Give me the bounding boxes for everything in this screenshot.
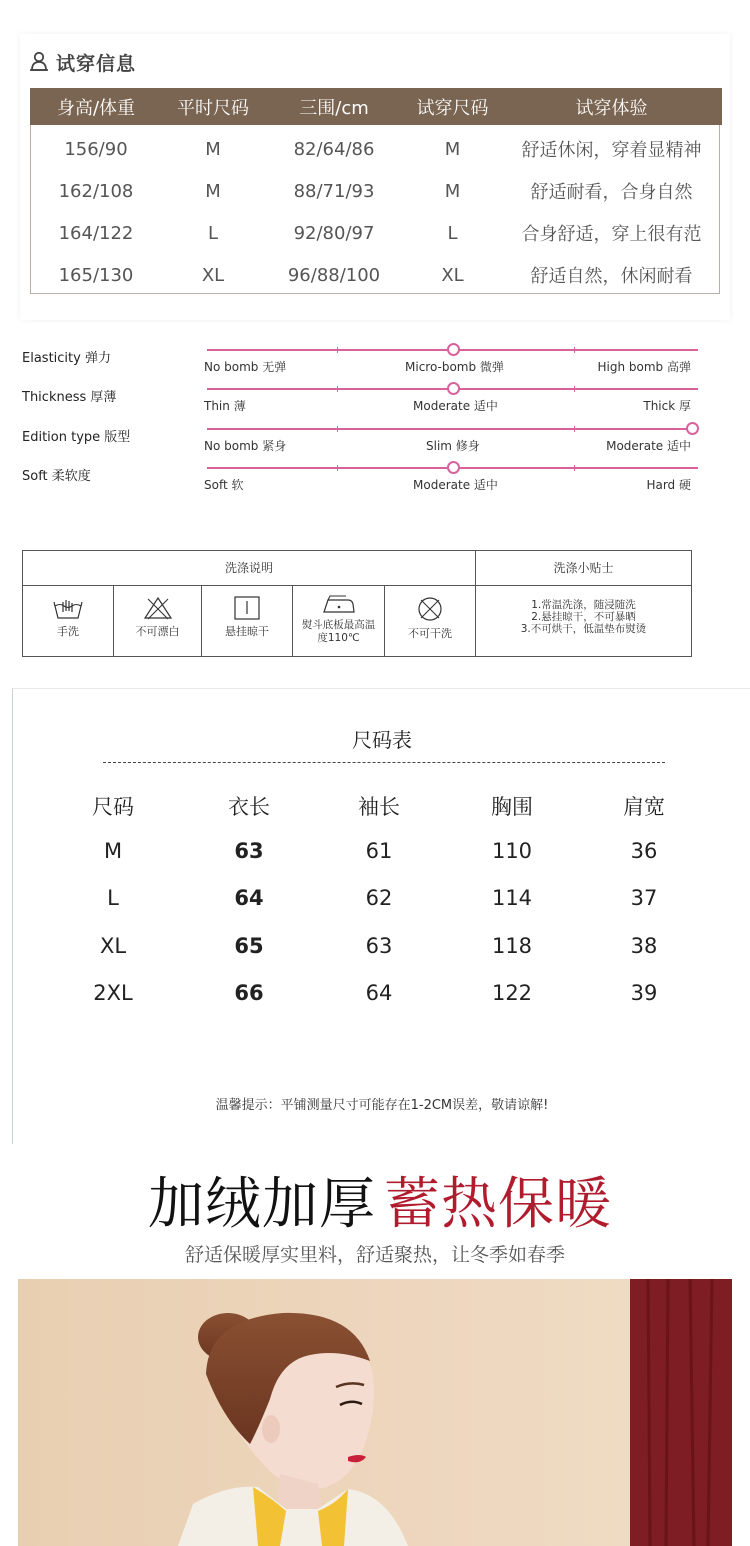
tryon-cell: 88/71/93 bbox=[293, 180, 375, 202]
scale-marker bbox=[447, 461, 460, 474]
tryon-cell: 82/64/86 bbox=[293, 138, 375, 160]
size-cell: 64 bbox=[234, 886, 264, 910]
no-bleach-icon bbox=[143, 596, 173, 620]
table-row bbox=[30, 212, 722, 254]
size-chart-divider bbox=[103, 762, 665, 763]
attr-option: Thin 薄 bbox=[204, 399, 246, 413]
tryon-header-measurements: 三围/cm bbox=[264, 88, 404, 125]
size-cell: XL bbox=[99, 934, 127, 958]
size-cell: 61 bbox=[365, 839, 393, 863]
model-photo-illustration bbox=[18, 1279, 732, 1546]
wash-item-hang-dry bbox=[202, 586, 293, 657]
tryon-table bbox=[30, 88, 722, 296]
size-cell: 65 bbox=[234, 934, 264, 958]
attr-option: Hard 硬 bbox=[646, 478, 691, 492]
size-cell: 110 bbox=[491, 839, 533, 863]
promo-headline-a: 加绒加厚 bbox=[148, 1172, 376, 1237]
tryon-cell: 164/122 bbox=[58, 222, 134, 244]
attr-scale-elasticity bbox=[207, 349, 698, 351]
tryon-cell: 92/80/97 bbox=[293, 222, 375, 244]
tryon-header-tried-size: 试穿尺码 bbox=[404, 88, 501, 125]
promo-subtitle: 舒适保暖厚实里料，舒适聚热，让冬季如春季 bbox=[184, 1244, 565, 1266]
tryon-cell: 96/88/100 bbox=[287, 264, 381, 286]
scale-tick bbox=[337, 386, 338, 392]
wash-tip: 1.常温洗涤，随浸随洗 bbox=[531, 599, 636, 611]
table-row bbox=[30, 254, 722, 296]
tryon-cell: M bbox=[205, 180, 221, 202]
attr-option: Micro-bomb 微弹 bbox=[405, 360, 504, 374]
scale-marker bbox=[686, 422, 699, 435]
scale-tick bbox=[574, 386, 575, 392]
table-row bbox=[30, 170, 722, 212]
size-cell: 66 bbox=[234, 981, 264, 1005]
size-cell: 2XL bbox=[93, 981, 133, 1005]
size-cell: 63 bbox=[234, 839, 264, 863]
tryon-cell: L bbox=[447, 222, 458, 244]
wash-item-label: 手洗 bbox=[57, 625, 79, 638]
wash-header: 洗涤说明 bbox=[23, 551, 476, 586]
attr-label-softness: Soft 柔软度 bbox=[22, 469, 91, 484]
tryon-cell: M bbox=[444, 180, 461, 202]
wash-tip: 3.不可烘干，低温垫布熨烫 bbox=[520, 623, 647, 635]
size-cell: 64 bbox=[365, 981, 393, 1005]
attr-option: No bomb 紧身 bbox=[204, 439, 287, 453]
scale-tick bbox=[337, 347, 338, 353]
size-cell: 63 bbox=[365, 934, 393, 958]
size-chart-title: 尺码表 bbox=[352, 728, 412, 752]
tryon-section bbox=[20, 34, 730, 320]
attr-label-edition-type: Edition type 版型 bbox=[22, 430, 131, 445]
size-cell: 114 bbox=[491, 886, 533, 910]
tryon-header-usual-size: 平时尺码 bbox=[162, 88, 264, 125]
size-cell: 37 bbox=[630, 886, 658, 910]
scale-tick bbox=[337, 465, 338, 471]
size-header: 衣长 bbox=[228, 795, 270, 819]
model-photo bbox=[18, 1279, 732, 1546]
tryon-cell: 162/108 bbox=[58, 180, 134, 202]
size-header: 胸围 bbox=[491, 795, 533, 819]
tryon-cell: 舒适休闲，穿着显精神 bbox=[521, 140, 702, 161]
scale-marker bbox=[447, 343, 460, 356]
tryon-cell: 156/90 bbox=[64, 138, 128, 160]
wash-tips-header: 洗涤小贴士 bbox=[476, 551, 691, 586]
size-chart bbox=[12, 688, 750, 1144]
table-row bbox=[30, 125, 722, 170]
tryon-cell: M bbox=[205, 138, 221, 160]
attr-scale-edition-type bbox=[207, 428, 698, 430]
tryon-header-experience: 试穿体验 bbox=[501, 88, 722, 125]
tryon-cell: 合身舒适，穿上很有范 bbox=[521, 224, 702, 245]
attr-label-elasticity: Elasticity 弹力 bbox=[22, 351, 111, 366]
wash-item-label: 悬挂晾干 bbox=[225, 625, 269, 638]
scale-marker bbox=[447, 382, 460, 395]
tryon-cell: XL bbox=[441, 264, 464, 286]
attr-option: Moderate 适中 bbox=[413, 478, 498, 492]
attr-scale-thickness bbox=[207, 388, 698, 390]
attr-option: Soft 软 bbox=[204, 478, 244, 492]
attr-option: High bomb 高弹 bbox=[597, 360, 691, 374]
iron-icon bbox=[322, 594, 356, 616]
wash-item-no-dry-clean bbox=[385, 586, 476, 657]
hand-wash-icon bbox=[52, 596, 84, 620]
scale-tick bbox=[574, 347, 575, 353]
scale-tick bbox=[337, 426, 338, 432]
size-cell: 38 bbox=[630, 934, 658, 958]
size-cell: M bbox=[103, 839, 123, 863]
size-header: 肩宽 bbox=[623, 795, 665, 819]
tryon-header-height-weight: 身高/体重 bbox=[30, 88, 162, 125]
attr-option: Slim 修身 bbox=[426, 439, 480, 453]
attr-label-thickness: Thickness 厚薄 bbox=[22, 390, 117, 405]
tryon-cell: XL bbox=[201, 264, 225, 286]
wash-tips bbox=[476, 586, 691, 657]
promo-headline-b: 蓄热保暖 bbox=[384, 1172, 612, 1237]
attr-scale-softness bbox=[207, 467, 698, 469]
tryon-cell: 165/130 bbox=[58, 264, 134, 286]
hang-dry-icon bbox=[233, 596, 261, 620]
size-cell: 122 bbox=[491, 981, 533, 1005]
size-cell: 39 bbox=[630, 981, 658, 1005]
attr-option: Thick 厚 bbox=[643, 399, 691, 413]
size-chart-note: 温馨提示：平铺测量尺寸可能存在1-2CM误差，敬请谅解! bbox=[215, 1098, 549, 1113]
attr-option: Moderate 适中 bbox=[606, 439, 691, 453]
tryon-cell: M bbox=[444, 138, 461, 160]
size-header: 袖长 bbox=[358, 795, 400, 819]
wash-item-label: 不可漂白 bbox=[135, 625, 180, 638]
tryon-title: 试穿信息 bbox=[56, 53, 137, 75]
attr-option: No bomb 无弹 bbox=[204, 360, 287, 374]
wash-item-no-bleach bbox=[114, 586, 202, 657]
scale-tick bbox=[574, 426, 575, 432]
size-cell: L bbox=[107, 886, 119, 910]
size-cell: 62 bbox=[365, 886, 393, 910]
tryon-cell: 舒适耐看，合身自然 bbox=[530, 182, 693, 203]
wash-instructions bbox=[22, 550, 692, 657]
no-dry-clean-icon bbox=[416, 596, 444, 622]
wash-tip: 2.悬挂晾干，不可暴晒 bbox=[531, 611, 636, 623]
tryon-cell: 舒适自然，休闲耐看 bbox=[530, 266, 693, 287]
wash-item-hand-wash bbox=[23, 586, 114, 657]
size-header: 尺码 bbox=[92, 795, 134, 819]
wash-item-iron bbox=[293, 586, 385, 657]
size-cell: 36 bbox=[630, 839, 658, 863]
wash-item-label: 不可干洗 bbox=[408, 627, 452, 640]
tryon-cell: L bbox=[207, 222, 219, 244]
size-cell: 118 bbox=[491, 934, 533, 958]
scale-tick bbox=[574, 465, 575, 471]
attr-option: Moderate 适中 bbox=[413, 399, 498, 413]
wash-item-label: 熨斗底板最高温度110℃ bbox=[301, 619, 376, 644]
